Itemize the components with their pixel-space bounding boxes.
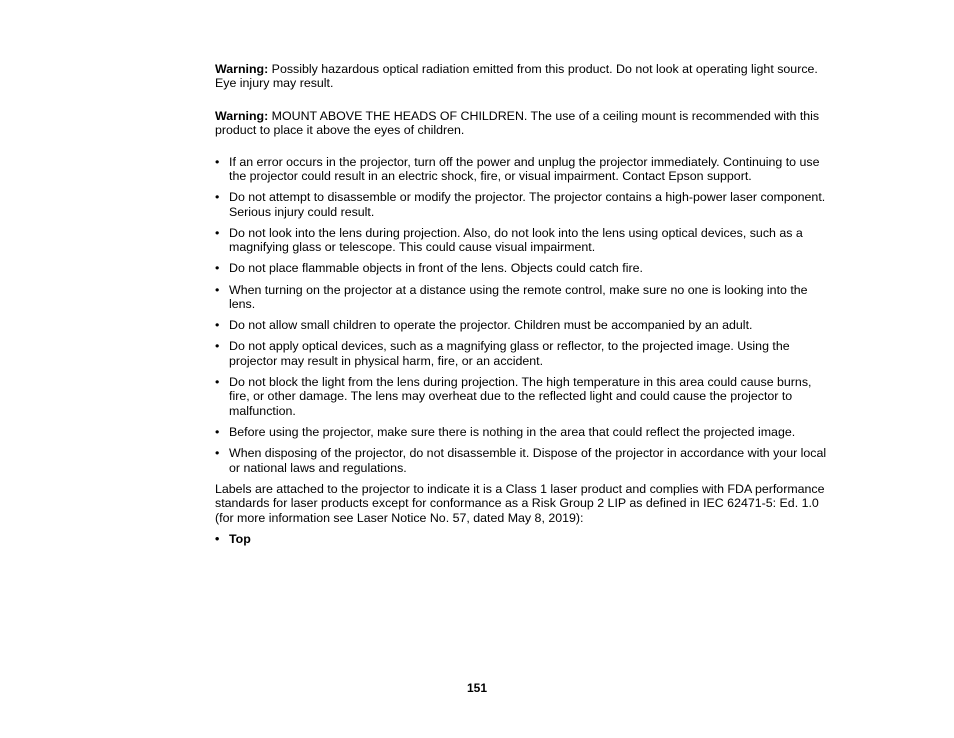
bullet-icon: • — [215, 190, 220, 205]
page-content — [215, 62, 827, 547]
bullet-icon: • — [215, 532, 220, 547]
bullet-icon: • — [215, 318, 220, 333]
list-item — [215, 155, 827, 184]
safety-bullet-list — [215, 155, 827, 475]
page-number: 151 — [466, 681, 488, 695]
warning-optical-radiation — [215, 62, 827, 91]
bullet-icon: • — [215, 375, 220, 390]
warning-text: MOUNT ABOVE THE HEADS OF CHILDREN. The use of a ceiling mount is recommended with this product to place it above the eyes of children. — [215, 108, 820, 138]
list-item — [215, 425, 827, 439]
list-item — [215, 446, 827, 475]
bullet-icon: • — [215, 261, 220, 276]
list-item-text: When turning on the projector at a distance using the remote control, make sure no one is looking into the lens. — [229, 282, 808, 312]
warning-text: Possibly hazardous optical radiation emitted from this product. Do not look at operating light source. Eye injury may result. — [215, 62, 818, 91]
list-item-text: Do not apply optical devices, such as a magnifying glass or reflector, to the projected image. Using the projector may result in physical harm, fire, or an accident. — [229, 339, 790, 368]
bullet-icon: • — [215, 339, 220, 354]
bullet-icon: • — [215, 282, 220, 297]
list-item-text: If an error occurs in the projector, turn off the power and unplug the projector immediately. Continuing to use the projector could result in an electric shock, fire, or visual impairment. Contact Epson support. — [229, 154, 820, 184]
list-item-text: Before using the projector, make sure there is nothing in the area that could reflect the projected image. — [229, 425, 796, 440]
bullet-icon: • — [215, 154, 220, 169]
list-item — [215, 261, 827, 275]
warning-label: Warning: — [215, 62, 269, 76]
list-item — [215, 318, 827, 332]
warning-mount-height — [215, 109, 827, 138]
list-item-text: Do not place flammable objects in front of the lens. Objects could catch fire. — [229, 261, 643, 276]
labels-paragraph: Labels are attached to the projector to indicate it is a Class 1 laser product and complies with FDA performance standards for laser products except for conformance as a Risk Group 2 LIP as defined in IEC 62471-5: Ed. 1.0 (for more information see Laser Notice No. 57, dated May 8, 2019): — [215, 481, 825, 525]
list-item-text: Do not attempt to disassemble or modify the projector. The projector contains a high-power laser component. Serious injury could result. — [229, 190, 826, 219]
list-item-text: When disposing of the projector, do not disassemble it. Dispose of the projector in accordance with your local or national laws and regulations. — [229, 446, 827, 475]
bullet-icon: • — [215, 446, 220, 461]
list-item — [215, 226, 827, 255]
list-item — [215, 375, 827, 418]
bullet-icon: • — [215, 425, 220, 440]
list-item-text: Do not allow small children to operate the projector. Children must be accompanied by an adult. — [229, 318, 753, 333]
list-item — [215, 283, 827, 312]
list-item — [215, 190, 827, 219]
top-label-text: Top — [229, 532, 251, 547]
warning-label: Warning: — [215, 108, 269, 123]
bullet-icon: • — [215, 225, 220, 240]
list-item-text: Do not look into the lens during projection. Also, do not look into the lens using optical devices, such as a magnifying glass or telescope. This could cause visual impairment. — [229, 225, 803, 255]
list-item — [215, 339, 827, 368]
list-item-text: Do not block the light from the lens during projection. The high temperature in this area could cause burns, fire, or other damage. The lens may overheat due to the reflected light and could cause the projector to malfunction. — [229, 375, 812, 418]
top-label-item — [215, 532, 827, 546]
